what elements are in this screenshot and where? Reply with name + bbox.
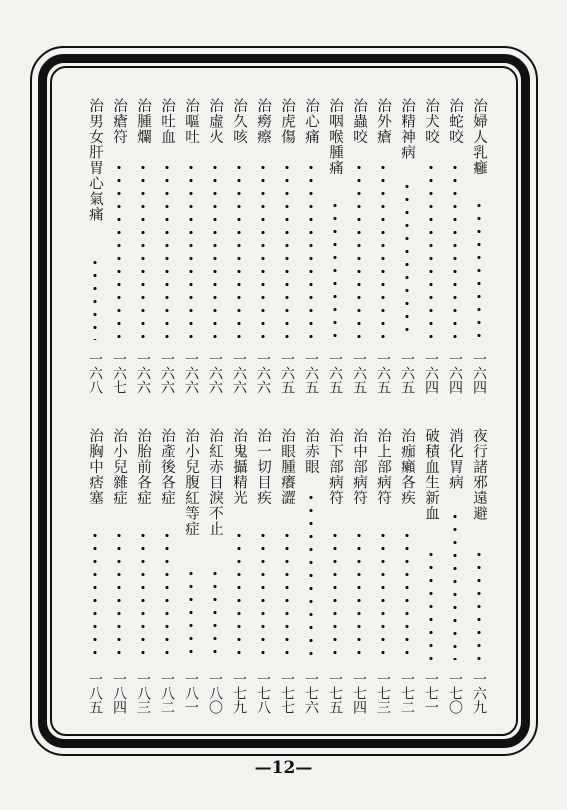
top-entry-title: 治咽喉腫痛 xyxy=(327,98,343,176)
top-entry-page: 一六六 xyxy=(135,352,151,394)
bottom-leader-dots xyxy=(189,567,193,660)
bottom-entry-title: 治胸中痞塞 xyxy=(87,428,103,506)
bottom-entry-title: 治中部病符 xyxy=(351,428,367,506)
bottom-entry-title: 治鬼攝精光 xyxy=(231,428,247,506)
top-leader-dots xyxy=(429,161,433,340)
bottom-entry-page: 一八五 xyxy=(87,672,103,714)
bottom-leader-dots xyxy=(285,529,289,660)
top-entry-page: 一六五 xyxy=(375,352,391,394)
top-entry-title: 治外瘡 xyxy=(375,98,391,145)
top-entry-title: 治心痛 xyxy=(303,98,319,145)
top-entry-title: 治腫爛 xyxy=(135,98,151,145)
bottom-entry-page: 一六九 xyxy=(471,672,487,714)
top-entry-page: 一六六 xyxy=(255,352,271,394)
bottom-entry-title: 治赤眼 xyxy=(303,428,319,475)
bottom-entry-title: 治紅赤目淚不止 xyxy=(207,428,223,537)
bottom-leader-dots xyxy=(357,529,361,660)
bottom-leader-dots xyxy=(477,548,481,660)
top-entry-page: 一六六 xyxy=(207,352,223,394)
page-number: —12— xyxy=(254,758,313,778)
top-leader-dots xyxy=(285,161,289,340)
top-entry-page: 一六六 xyxy=(159,352,175,394)
bottom-entry-page: 一八三 xyxy=(135,672,151,714)
bottom-leader-dots xyxy=(213,567,217,660)
bottom-entry-title: 破積血生新血 xyxy=(423,428,439,521)
top-entry-page: 一六七 xyxy=(111,352,127,394)
top-entry-page: 一六六 xyxy=(231,352,247,394)
top-entry-page: 一六五 xyxy=(303,352,319,394)
bottom-entry-title: 治痂癩各疾 xyxy=(399,428,415,506)
top-entry-page: 一六四 xyxy=(447,352,463,394)
bottom-entry-page: 一七三 xyxy=(375,672,391,714)
top-leader-dots xyxy=(477,199,481,340)
top-leader-dots xyxy=(453,161,457,340)
top-leader-dots xyxy=(237,161,241,340)
bottom-leader-dots xyxy=(405,529,409,660)
top-entry-page: 一六八 xyxy=(87,352,103,394)
top-leader-dots xyxy=(165,161,169,340)
top-entry-title: 治虎傷 xyxy=(279,98,295,145)
top-leader-dots xyxy=(309,161,313,340)
bottom-entry-page: 一八一 xyxy=(183,672,199,714)
bottom-entry-title: 治眼腫癢澀 xyxy=(279,428,295,506)
bottom-leader-dots xyxy=(165,529,169,660)
top-leader-dots xyxy=(141,161,145,340)
bottom-entry-page: 一七一 xyxy=(423,672,439,714)
top-entry-page: 一六五 xyxy=(399,352,415,394)
top-leader-dots xyxy=(333,199,337,340)
bottom-leader-dots xyxy=(453,510,457,660)
bottom-entry-page: 一七七 xyxy=(279,672,295,714)
top-entry-page: 一六六 xyxy=(183,352,199,394)
bottom-leader-dots xyxy=(429,548,433,660)
bottom-entry-title: 治下部病符 xyxy=(327,428,343,506)
bottom-entry-page: 一七五 xyxy=(327,672,343,714)
top-leader-dots xyxy=(93,256,97,340)
top-entry-page: 一六五 xyxy=(351,352,367,394)
bottom-leader-dots xyxy=(333,529,337,660)
bottom-entry-page: 一八〇 xyxy=(207,672,223,714)
top-leader-dots xyxy=(357,161,361,340)
top-entry-title: 治婦人乳癰 xyxy=(471,98,487,176)
bottom-entry-title: 治上部病符 xyxy=(375,428,391,506)
bottom-leader-dots xyxy=(93,529,97,660)
top-leader-dots xyxy=(405,180,409,340)
top-leader-dots xyxy=(381,161,385,340)
top-entry-page: 一六四 xyxy=(471,352,487,394)
bottom-entry-page: 一八四 xyxy=(111,672,127,714)
bottom-leader-dots xyxy=(237,529,241,660)
bottom-entry-page: 一七九 xyxy=(231,672,247,714)
top-leader-dots xyxy=(213,161,217,340)
bottom-leader-dots xyxy=(381,529,385,660)
bottom-entry-title: 治胎前各症 xyxy=(135,428,151,506)
top-entry-title: 治精神病 xyxy=(399,98,415,160)
top-entry-title: 治蛇咬 xyxy=(447,98,463,145)
top-entry-title: 治吐血 xyxy=(159,98,175,145)
top-entry-title: 治瘡符 xyxy=(111,98,127,145)
top-entry-page: 一六五 xyxy=(327,352,343,394)
bottom-entry-page: 一七四 xyxy=(351,672,367,714)
bottom-leader-dots xyxy=(261,529,265,660)
bottom-entry-title: 治小兒雜症 xyxy=(111,428,127,506)
bottom-entry-title: 治產後各症 xyxy=(159,428,175,506)
bottom-entry-title: 夜行諸邪遠避 xyxy=(471,428,487,521)
top-leader-dots xyxy=(261,161,265,340)
top-entry-title: 治男女肝胃心氣痛 xyxy=(87,98,103,222)
bottom-leader-dots xyxy=(309,491,313,660)
bottom-leader-dots xyxy=(141,529,145,660)
bottom-entry-title: 消化胃病 xyxy=(447,428,463,490)
top-entry-title: 治犬咬 xyxy=(423,98,439,145)
bottom-entry-page: 一七二 xyxy=(399,672,415,714)
bottom-entry-page: 一七六 xyxy=(303,672,319,714)
top-entry-title: 治蟲咬 xyxy=(351,98,367,145)
bottom-entry-title: 治小兒腹紅等症 xyxy=(183,428,199,537)
bottom-entry-title: 治一切目疾 xyxy=(255,428,271,506)
top-entry-title: 治癆瘵 xyxy=(255,98,271,145)
top-entry-title: 治嘔吐 xyxy=(183,98,199,145)
top-entry-page: 一六五 xyxy=(279,352,295,394)
top-leader-dots xyxy=(189,161,193,340)
top-entry-title: 治虛火 xyxy=(207,98,223,145)
bottom-entry-page: 一七八 xyxy=(255,672,271,714)
bottom-leader-dots xyxy=(117,529,121,660)
top-entry-title: 治久咳 xyxy=(231,98,247,145)
bottom-entry-page: 一七〇 xyxy=(447,672,463,714)
bottom-entry-page: 一八二 xyxy=(159,672,175,714)
top-leader-dots xyxy=(117,161,121,340)
top-entry-page: 一六四 xyxy=(423,352,439,394)
